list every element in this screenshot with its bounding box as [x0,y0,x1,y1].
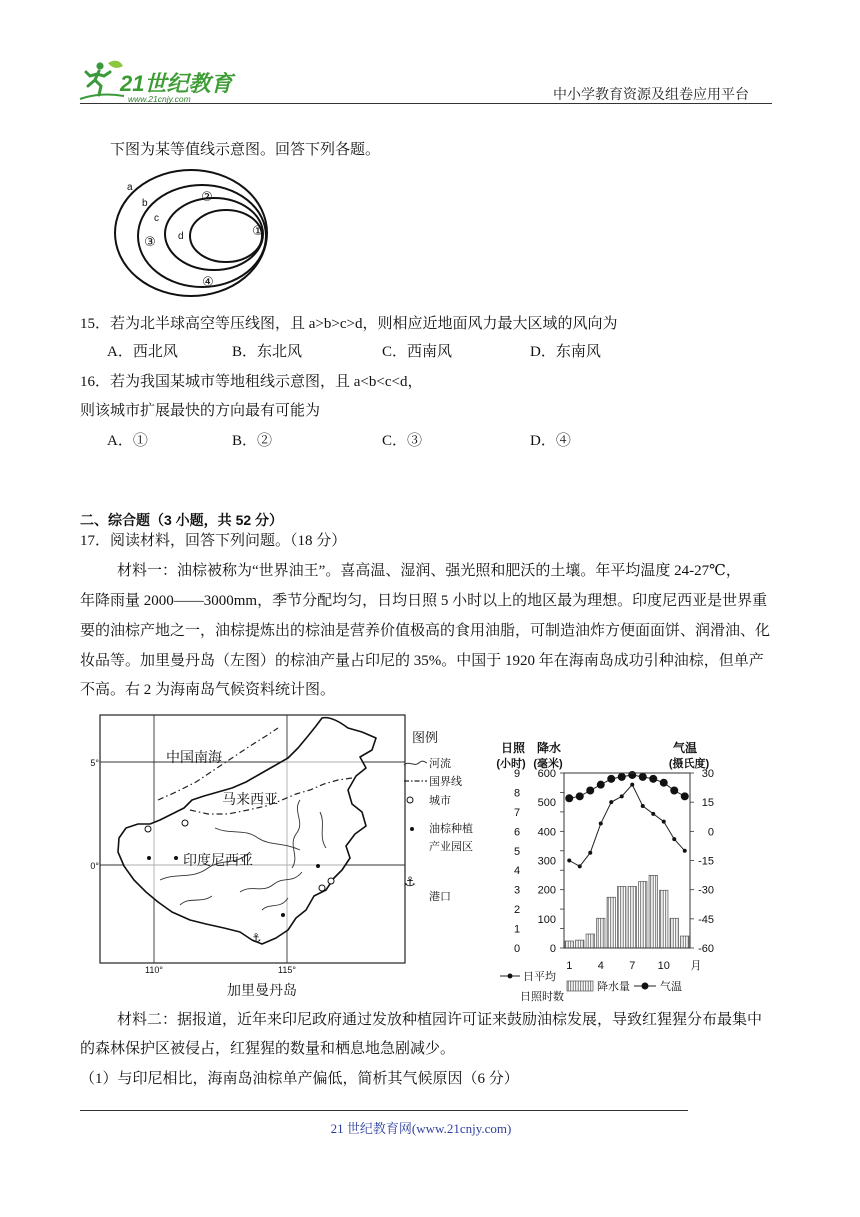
q16-option-d: D．④ [530,433,571,449]
sunshine-point [630,783,634,787]
month-tick-label: 7 [629,960,636,972]
point-2: ② [201,189,213,204]
q16-option-a: A．① [107,433,148,449]
precipitation-bar [586,934,594,948]
city-icon [328,878,334,884]
city-icon [145,826,151,832]
sunshine-point [609,800,613,804]
legend-border: 国界线 [429,776,462,788]
isoline-label-d: d [178,231,184,242]
platform-title: 中小学教育资源及组卷应用平台 [553,88,749,103]
latitude-label-0: 0° [90,861,99,871]
temp-line [569,775,685,798]
sunshine-point [578,864,582,868]
precipitation-bar [649,875,657,948]
island-outline [118,718,376,944]
precipitation-bar [639,882,647,949]
climate-chart [488,738,720,1006]
sunshine-point [683,849,687,853]
temp-axis-unit: (摄氏度) [668,758,710,770]
precipitation-bar [576,940,584,948]
site-logo [78,56,248,106]
chart-marks [514,768,714,972]
legend-river: 河流 [429,758,451,770]
temp-point [565,794,573,802]
sub-question-1: （1）与印尼相比，海南岛油棕单产偏低，简析其气候原因（6 分） [80,1071,519,1087]
material-1-line: 妆品等。加里曼丹岛（左图）的棕油产量占印尼的 35%。中国于 1920 年在海南岛成功引种油棕，但单产 [80,653,764,669]
longitude-label-115: 115° [278,965,296,975]
precip-tick-label: 600 [537,768,556,780]
precip-tick-label: 500 [537,797,556,810]
precipitation-bar [607,897,615,948]
sunshine-point [662,820,666,824]
temp-axis-title: 气温 [672,741,698,755]
logo-swoosh-icon [80,95,124,99]
city-icon [182,820,188,826]
temp-point [618,773,626,781]
q15-option-a: A．西北风 [107,344,178,360]
legend-port: 港口 [429,891,451,903]
sunshine-tick-label: 3 [513,884,521,897]
temp-point [670,787,678,795]
plantation-dot-icon [147,856,151,860]
plantation-dot-icon [281,913,285,917]
sunshine-legend-dot [508,974,513,979]
month-tick-label: 1 [566,960,573,972]
temp-point [628,771,636,779]
precip-tick-label: 200 [537,884,556,897]
material-1-line: 年降雨量 2000——3000mm，季节分配均匀，日均日照 5 小时以上的地区最为理想。印度尼西亚是世界重 [80,593,768,609]
city-icon [407,797,413,803]
sunshine-axis-unit: (小时) [496,758,526,770]
q16-option-b: B．② [232,433,273,449]
temp-tick-label: 0 [707,826,714,839]
runner-body-icon [86,71,110,95]
temp-point [586,787,594,795]
borneo-map [88,708,478,1008]
temp-legend-label: 气温 [660,981,682,993]
temp-tick-label: -15 [698,855,714,868]
temp-tick-label: -30 [698,884,714,897]
month-tick-label: 10 [657,960,670,972]
question-16-stem-cont: 则该城市扩展最快的方向最有可能为 [80,403,321,419]
sunshine-tick-label: 8 [513,787,521,800]
precip-axis-unit: (毫米) [533,758,563,770]
material-2-line: 的森林保护区被侵占，红猩猩的数量和栖息地急剧减少。 [80,1041,456,1057]
precipitation-bar [670,918,678,948]
longitude-label-110: 110° [145,965,163,975]
temp-point [607,775,615,783]
q15-option-b: B．东北风 [232,344,303,360]
legend-plantation: 油棕种植 [429,823,473,835]
latitude-label-5: 5° [90,758,99,768]
isoline-diagram [110,165,275,305]
logo-title: 21世纪教育 [120,71,233,96]
precipitation-bar [628,886,636,948]
precip-axis-title: 降水 [536,741,562,755]
temp-tick-label: -60 [698,943,714,955]
point-1: ① [252,223,264,238]
sunshine-axis-title: 日照 [500,741,526,755]
logo-url: www.21cnjy.com [128,94,191,104]
month-unit-label: 月 [690,960,702,972]
q15-option-c: C．西南风 [382,344,453,360]
sunshine-point [567,859,571,863]
runner-head-icon [96,62,103,69]
sunshine-tick-label: 7 [513,806,521,819]
isoline-label-c: c [154,213,159,224]
temp-tick-label: -45 [698,913,714,926]
temp-tick-label: 15 [701,797,714,810]
temp-tick-label: 30 [701,768,714,780]
sunshine-point [672,837,676,841]
legend-city: 城市 [429,795,451,807]
temp-point [660,779,668,787]
anchor-icon: ⚓ [250,931,262,945]
sunshine-tick-label: 5 [513,845,521,858]
precip-legend-label: 降水量 [597,981,630,993]
malaysia-label: 马来西亚 [222,791,278,807]
precip-tick-label: 0 [549,943,556,955]
sunshine-legend-label-cont: 日照时数 [520,991,564,1003]
temp-legend-dot [642,983,649,990]
section-2-title: 二、综合题（3 小题，共 52 分） [80,512,284,528]
material-1-line: 不高。右 2 为海南岛气候资料统计图。 [80,682,336,698]
temp-point [681,792,689,800]
precipitation-bar [681,936,689,948]
sunshine-tick-label: 0 [513,943,521,955]
precip-tick-label: 100 [537,913,556,926]
point-4: ④ [202,274,214,289]
map-legend [404,730,473,903]
q15-option-d: D．东南风 [530,344,601,360]
sunshine-point [599,822,603,826]
sunshine-tick-label: 6 [513,826,521,839]
question-15-stem: 15．若为北半球高空等压线图，且 a>b>c>d，则相应近地面风力最大区域的风向为 [80,316,618,332]
question-16-stem: 16．若为我国某城市等地租线示意图，且 a<b<c<d， [80,374,423,390]
sunshine-point [641,804,645,808]
sunshine-point [588,851,592,855]
legend-plantation-cont: 产业园区 [429,841,473,853]
sunshine-line [569,785,685,867]
map-caption: 加里曼丹岛 [227,982,297,998]
precip-tick-label: 300 [537,855,556,868]
footer-text: 21 世纪教育网(www.21cnjy.com) [330,1121,512,1136]
month-tick-label: 4 [597,960,604,972]
indonesia-label: 印度尼西亚 [183,852,253,868]
question-17-stem: 17．阅读材料，回答下列问题。（18 分） [80,533,347,549]
point-3: ③ [144,234,156,249]
material-2-line: 材料二：据报道，近年来印尼政府通过发放种植园许可证来鼓励油棕发展，导致红猩猩分布最集中 [117,1012,763,1028]
sunshine-tick-label: 9 [513,768,521,780]
temp-point [649,775,657,783]
leaf-flag-icon [108,61,123,68]
material-1-line: 要的油棕产地之一，油棕提炼出的棕油是营养价值极高的食用油脂，可制造油炸方便面面饼、润滑油、化 [80,623,771,639]
plantation-dot-icon [410,827,414,831]
material-1-line: 材料一：油棕被称为“世界油王”。喜高温、湿润、强光照和肥沃的土壤。年平均温度 24-27℃， [117,563,741,579]
sunshine-legend-label: 日平均 [523,971,556,983]
legend-title: 图例 [412,730,439,745]
precip-legend-swatch [567,981,593,991]
q16-option-c: C．③ [382,433,423,449]
plantation-dot-icon [174,856,178,860]
precipitation-bar [597,918,605,948]
precipitation-bar [660,890,668,948]
intro-text: 下图为某等值线示意图。回答下列各题。 [110,142,381,158]
footer-rule [80,1110,688,1111]
precip-tick-label: 400 [537,826,556,839]
header-rule [80,103,772,104]
sea-label: 中国南海 [166,749,222,765]
precipitation-bar [565,941,573,948]
chart-legend [500,969,682,1003]
city-icon [319,885,325,891]
temp-point [576,792,584,800]
anchor-icon: ⚓ [404,874,416,889]
sunshine-point [651,812,655,816]
sunshine-point [620,794,624,798]
isoline-label-a: a [127,182,133,193]
sunshine-tick-label: 1 [513,923,521,936]
temp-point [597,781,605,789]
sunshine-tick-label: 2 [513,904,521,917]
river-line-icon [404,761,427,765]
plantation-dot-icon [316,864,320,868]
precipitation-bar [618,886,626,948]
isoline-label-b: b [142,198,148,209]
sunshine-tick-label: 4 [513,865,521,878]
temp-point [639,773,647,781]
